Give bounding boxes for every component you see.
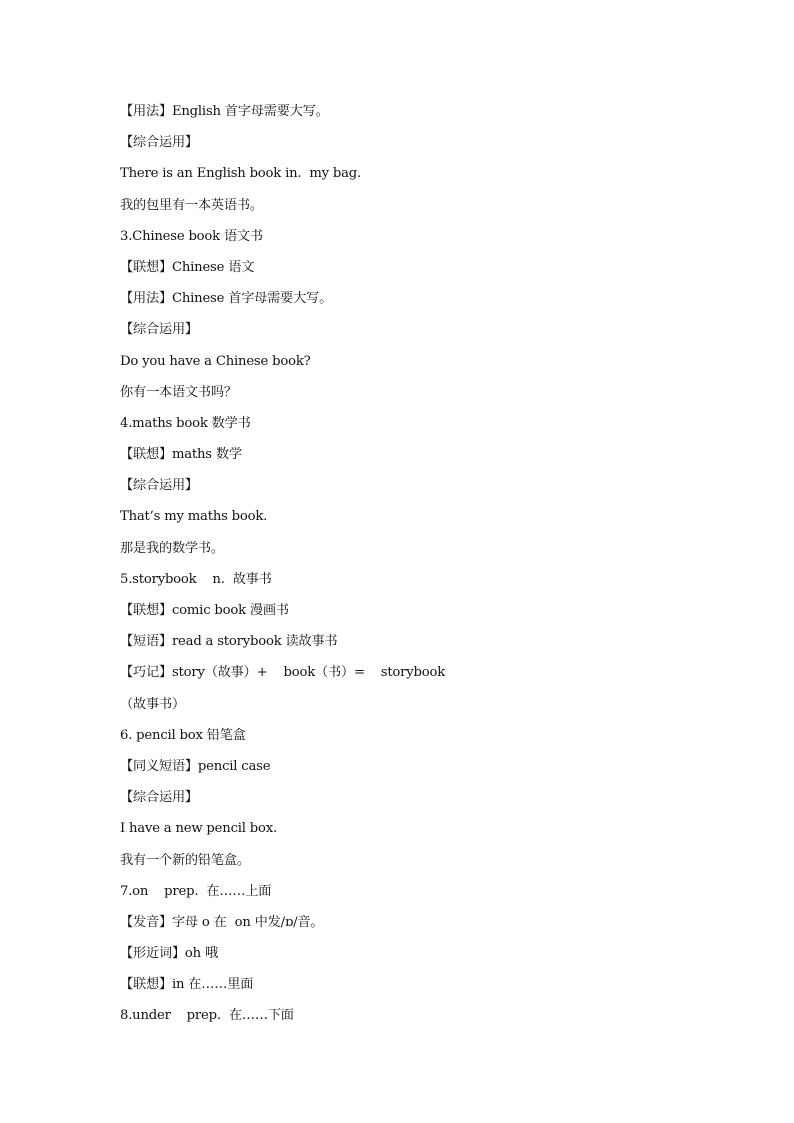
text-line: Do you have a Chinese book?	[120, 353, 311, 369]
text-line: 我的包里有一本英语书。	[120, 197, 263, 213]
text-line: 8.under prep. 在……下面	[120, 1008, 294, 1024]
text-line: 【联想】in 在……里面	[120, 977, 254, 993]
text-line: （故事书）	[120, 696, 185, 712]
text-line: 【巧记】story（故事）+ book（书）= storybook	[120, 665, 446, 681]
text-line: 4.maths book 数学书	[120, 415, 251, 431]
text-line: 那是我的数学书。	[120, 540, 224, 556]
text-line: 【短语】read a storybook 读故事书	[120, 634, 338, 650]
text-line: 【发音】字母 o 在 on 中发/ɒ/音。	[120, 914, 324, 930]
text-line: 【联想】Chinese 语文	[120, 259, 255, 275]
text-line: 【用法】Chinese 首字母需要大写。	[120, 291, 333, 307]
text-line: 【同义短语】pencil case	[120, 758, 271, 774]
text-line: That’s my maths book.	[120, 509, 268, 525]
text-line: 【用法】English 首字母需要大写。	[120, 104, 329, 119]
text-line: I have a new pencil box.	[120, 821, 277, 837]
text-line: 7.on prep. 在……上面	[120, 883, 272, 899]
text-line: 【综合运用】	[120, 135, 198, 151]
text-line: 5.storybook n. 故事书	[120, 571, 272, 587]
text-line: 3.Chinese book 语文书	[120, 228, 263, 244]
text-line: 【综合运用】	[120, 478, 198, 494]
text-line: 【综合运用】	[120, 322, 198, 338]
text-line: 你有一本语文书吗？	[120, 384, 237, 400]
text-line: 6. pencil box 铅笔盒	[120, 727, 246, 743]
text-line: 【形近词】oh 哦	[120, 946, 218, 962]
text-line: 【联想】maths 数学	[120, 447, 242, 463]
text-line: 【综合运用】	[120, 790, 198, 806]
text-line: 我有一个新的铅笔盒。	[120, 852, 250, 868]
text-line: There is an English book in. my bag.	[120, 166, 362, 182]
text-line: 【联想】comic book 漫画书	[120, 603, 289, 618]
document-body	[120, 101, 680, 1037]
